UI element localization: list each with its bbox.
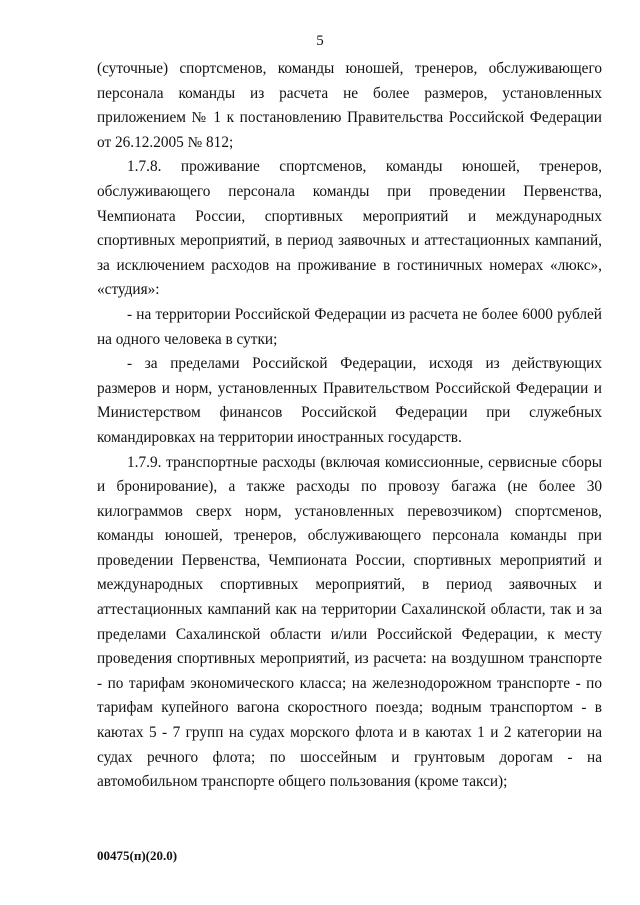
paragraph-russia-accommodation: - на территории Российской Федерации из расчета не более 6000 рублей на одного человека в сутки; — [97, 305, 602, 348]
document-body — [97, 57, 602, 795]
paragraph-abroad-accommodation: - за пределами Российской Федерации, исходя из действующих размеров и норм, установленных Правительством Российской Федерации и Министерством финансов Российской Федерации при служебных командировках на территории иностранных государств. — [97, 355, 602, 446]
document-code: 00475(п)(20.0) — [97, 848, 178, 863]
paragraph-1-7-8: 1.7.8. проживание спортсменов, команды юношей, тренеров, обслуживающего персонала команды при проведении Первенства, Чемпионата России, спортивных мероприятий и международных спортивных мероприятий, в период заявочных и аттестационных кампаний, за исключением расходов на проживание в гостиничных номерах «люкс», «студия»: — [97, 158, 602, 299]
page-number: 5 — [316, 33, 324, 49]
paragraph-1-7-9: 1.7.9. транспортные расходы (включая комиссионные, сервисные сборы и бронирование), а также расходы по провозу багажа (не более 30 килограммов сверх норм, установленных перевозчиком) спортсменов, команды юношей, тренеров, обслуживающего персонала команды при проведении Первенства, Чемпионата России, спортивных мероприятий и международных спортивных мероприятий, в период заявочных и аттестационных кампаний как на территории Сахалинской области, так и за пределами Сахалинской области и/или Российской Федерации, к месту проведения спортивных мероприятий, из расчета: на воздушном транспорте - по тарифам экономического класса; на железнодорожном транспорте - по тарифам купейного вагона скоростного поезда; водным транспортом - в каютах 5 - 7 групп на судах морского флота и в каютах 1 и 2 категории на судах речного флота; по шоссейным и грунтовым дорогам - на автомобильном транспорте общего пользования (кроме такси); — [97, 453, 602, 791]
paragraph-continuation: (суточные) спортсменов, команды юношей, тренеров, обслуживающего персонала команды из расчета не более размеров, установленных приложением № 1 к постановлению Правительства Российской Федерации от 26.12.2005 № 812; — [97, 60, 602, 151]
